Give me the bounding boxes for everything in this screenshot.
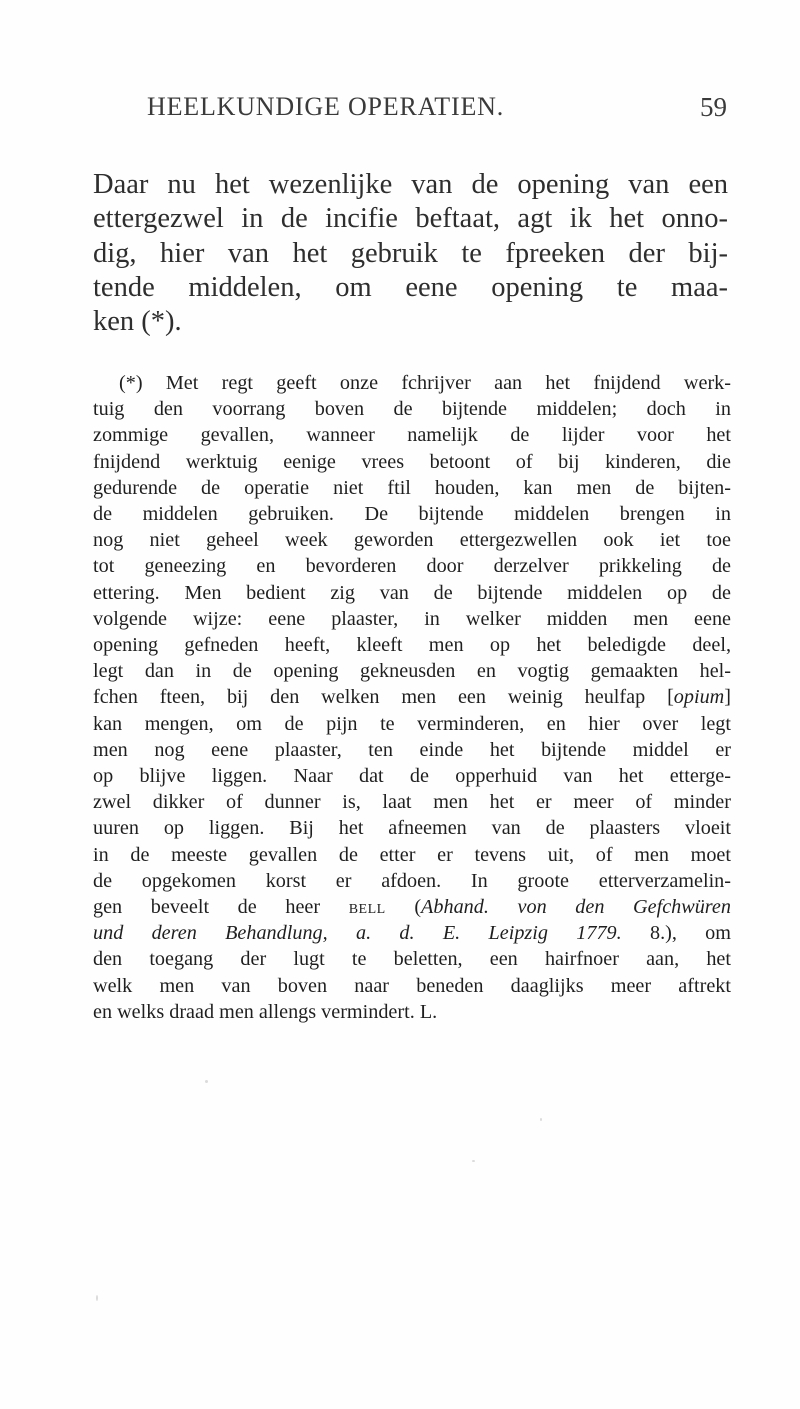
main-line: tende middelen, om eene opening te maa- [93, 271, 728, 303]
footnote-line: uuren op liggen. Bij het afneemen van de plaasters vloeit [93, 817, 731, 840]
footnote-line: de middelen gebruiken. De bijtende middelen brengen in [93, 503, 731, 526]
footnote-line: legt dan in de opening gekneusden en vogtig gemaakten hel- [93, 660, 731, 683]
footnote-text: ( [385, 896, 422, 919]
footnote-line: nog niet geheel week geworden ettergezwellen ook iet toe [93, 529, 731, 552]
main-line: ken (*). [93, 306, 182, 338]
footnote-text: ] [724, 686, 731, 709]
footnote-text: fchen fteen, bij den welken men een weinig heulfap [ [93, 686, 674, 709]
footnote [93, 370, 731, 1025]
footnote-line: en welks draad men allengs vermindert. L. [93, 1000, 438, 1023]
footnote-line: fnijdend werktuig eenige vrees betoont of bij kinderen, die [93, 450, 731, 473]
main-paragraph [93, 168, 728, 339]
footnote-line: in de meeste gevallen de etter er tevens uit, of men moet [93, 843, 731, 866]
footnote-text: gen beveelt de heer [93, 896, 349, 919]
author-name: bell [348, 896, 386, 919]
main-line: dig, hier van het gebruik te fpreeken der bij- [93, 237, 728, 269]
citation-title: und deren Behandlung, a. d. E. Leipzig 1779. [93, 922, 622, 945]
paper-speck [96, 1295, 98, 1301]
paper-speck [540, 1118, 542, 1121]
footnote-line: zommige gevallen, wanneer namelijk de lijder voor het [93, 424, 731, 447]
footnote-line [93, 894, 731, 920]
footnote-line: tuig den voorrang boven de bijtende middelen; doch in [93, 398, 731, 421]
footnote-line [93, 920, 731, 946]
running-title: HEELKUNDIGE OPERATIEN. [147, 92, 504, 121]
page-number: 59 [700, 92, 727, 122]
paper-speck [472, 1160, 475, 1162]
footnote-line: tot geneezing en bevorderen door derzelver prikkeling de [93, 555, 731, 578]
footnote-line: kan mengen, om de pijn te verminderen, en hier over legt [93, 712, 731, 735]
footnote-line: gedurende de operatie niet ftil houden, kan men de bijten- [93, 476, 731, 499]
main-line: ettergezwel in de incifie beftaat, agt ik het onno- [93, 203, 728, 235]
running-head [147, 92, 727, 128]
footnote-text: 8.), om [621, 922, 731, 945]
footnote-line: den toegang der lugt te beletten, een hairfnoer aan, het [93, 948, 731, 971]
footnote-italic-term: opium [673, 686, 725, 709]
main-line: Daar nu het wezenlijke van de opening van een [93, 169, 728, 200]
footnote-line: opening gefneden heeft, kleeft men op het beledigde deel, [93, 634, 731, 657]
footnote-line: op blijve liggen. Naar dat de opperhuid van het etterge- [93, 765, 731, 788]
footnote-line: men nog eene plaaster, ten einde het bijtende middel er [93, 738, 731, 761]
footnote-line: zwel dikker of dunner is, laat men het er meer of minder [93, 791, 731, 814]
footnote-line: ettering. Men bedient zig van de bijtende middelen op de [93, 581, 731, 604]
footnote-line: (*) Met regt geeft onze fchrijver aan het fnijdend werk- [119, 372, 731, 394]
footnote-line: de opgekomen korst er afdoen. In groote etterverzamelin- [93, 869, 731, 892]
footnote-line: welk men van boven naar beneden daaglijks meer aftrekt [93, 974, 731, 997]
footnote-line [93, 684, 731, 710]
paper-speck [205, 1080, 208, 1083]
citation-title: Abhand. von den Gefchwüren [421, 896, 731, 919]
footnote-line: volgende wijze: eene plaaster, in welker midden men eene [93, 607, 731, 630]
